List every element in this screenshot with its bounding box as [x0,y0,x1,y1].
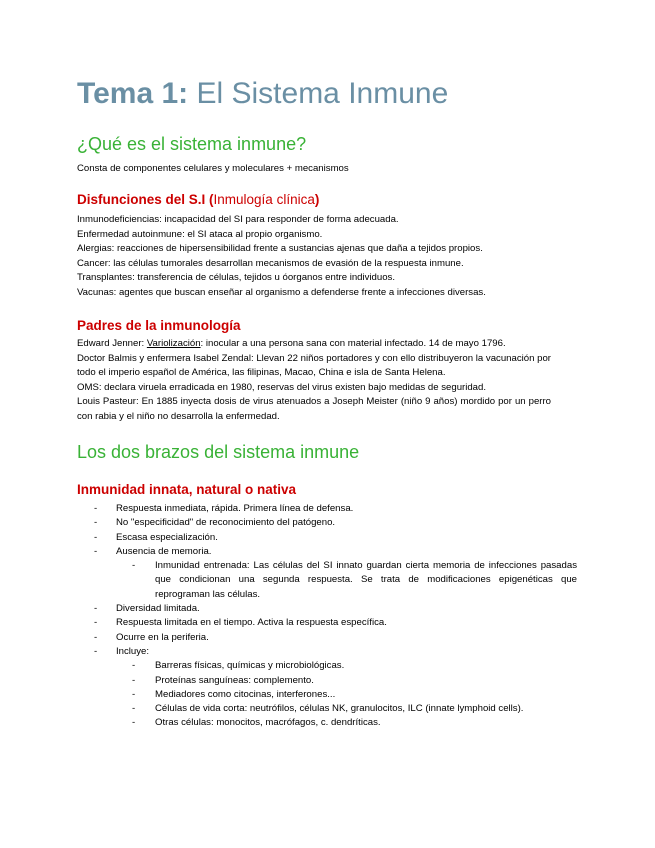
list-item-text: Proteínas sanguíneas: complemento. [155,674,314,686]
list-item [77,631,577,645]
list-item-text: Escasa especialización. [116,531,218,543]
list-item-text: Mediadores como citocinas, interferones... [155,688,336,700]
jenner-name: Edward Jenner: [77,338,147,349]
list-item-text: Ocurre en la periferia. [116,631,209,643]
list-item-text: No "especificidad" de reconocimiento del patógeno. [116,517,336,529]
innata-list [77,502,577,731]
padres-text [77,337,551,424]
list-item [77,545,577,559]
disfuncion-line: Inmunodeficiencias: incapacidad del SI para responder de forma adecuada. [77,214,399,225]
title-bold: Tema 1: [77,77,189,110]
heading-padres: Padres de la inmunología [77,318,241,333]
dash-bullet: - [94,631,98,643]
list-item [77,616,577,630]
list-item-text: Barreras físicas, químicas y microbiológicas. [155,660,345,672]
dash-bullet: - [94,545,98,557]
jenner-line [77,337,551,352]
definition-line: Consta de componentes celulares y moleculares + mecanismos [77,163,349,174]
dash-bullet: - [132,688,136,700]
dash-bullet: - [94,645,98,657]
list-item [77,645,577,659]
disfuncion-line: Transplantes: transferencia de células, tejidos u óorganos entre individuos. [77,272,396,283]
jenner-rest: : inocular a una persona sana con material infectado. 14 de mayo 1796. [200,338,506,349]
dash-bullet: - [94,503,98,514]
dash-bullet: - [94,531,98,543]
sub-list-item [77,659,577,673]
list-item-text: Células de vida corta: neutrófilos, células NK, granulocitos, ILC (innate lymphoid cells). [155,703,524,715]
disfunciones-heading-bold: Disfunciones del S.I ( [77,192,214,207]
page-title [77,77,448,111]
dash-bullet: - [94,617,98,629]
variolizacion-term: Variolización [146,338,201,349]
list-item-text: Ausencia de memoria. [116,545,212,557]
heading-innata: Inmunidad innata, natural o nativa [77,482,297,497]
list-item-text: Respuesta inmediata, rápida. Primera línea de defensa. [116,503,354,514]
dash-bullet: - [94,603,98,615]
dash-bullet: - [132,660,136,672]
sub-list-item [77,674,577,688]
list-item [77,516,577,530]
disfunciones-heading-light: Inmulogía clínica [213,192,315,207]
heading-que-es: ¿Qué es el sistema inmune? [77,134,307,154]
disfuncion-line: Enfermedad autoinmune: el SI ataca al propio organismo. [77,228,323,240]
oms-line: OMS: declara viruela erradicada en 1980, reservas del virus existen bajo medidas de seguridad. [77,381,487,393]
sub-list-item [77,716,577,730]
disfuncion-line: Vacunas: agentes que buscan enseñar al organismo a defenderse frente a infecciones diversas. [77,286,486,298]
dash-bullet: - [132,560,136,572]
dash-bullet: - [94,517,98,529]
heading-dos-brazos: Los dos brazos del sistema inmune [77,442,360,462]
disfunciones-heading-end: ) [314,192,320,207]
list-item-text: Incluye: [116,645,150,657]
list-item [77,531,577,545]
dash-bullet: - [132,703,136,715]
dash-bullet: - [132,717,136,729]
disfunciones-list [77,213,551,300]
list-item-text: Respuesta limitada en el tiempo. Activa la respuesta específica. [116,617,387,629]
heading-disfunciones [77,191,319,208]
disfuncion-line: Cancer: las células tumorales desarrollan mecanismos de evasión de la respuesta inmune. [77,257,464,269]
list-item-text: Diversidad limitada. [116,603,200,615]
sub-list-item [77,702,577,716]
balmis-paragraph: Doctor Balmis y enfermera Isabel Zendal: Llevan 22 niños portadores y con ello distribuyeron la vacunación por todo el imperio español de América, las filipinas, Macao, China e isla de Santa Helena. [77,352,551,378]
sub-list-item [77,559,577,602]
dash-bullet: - [132,674,136,686]
definition-text [77,162,551,177]
title-rest: El Sistema Inmune [188,77,449,110]
list-item-text: Otras células: monocitos, macrófagos, c. dendríticas. [155,717,381,729]
pasteur-paragraph: Louis Pasteur: En 1885 inyecta dosis de virus atenuados a Joseph Meister (niño 9 años) mordido por un perro con rabia y el niño no desarrolla la enfermedad. [77,396,551,422]
list-item [77,502,577,516]
list-item [77,602,577,616]
sub-list-item [77,688,577,702]
list-item-text: Inmunidad entrenada: Las células del SI innato guardan cierta memoria de infecciones pasadas que condicionan una segunda respuesta. Se trata de modificaciones epigenéticas que reprograman las células. [155,560,577,600]
disfuncion-line: Alergias: reacciones de hipersensibilidad frente a sustancias ajenas que daña a tejidos propios. [77,243,483,254]
